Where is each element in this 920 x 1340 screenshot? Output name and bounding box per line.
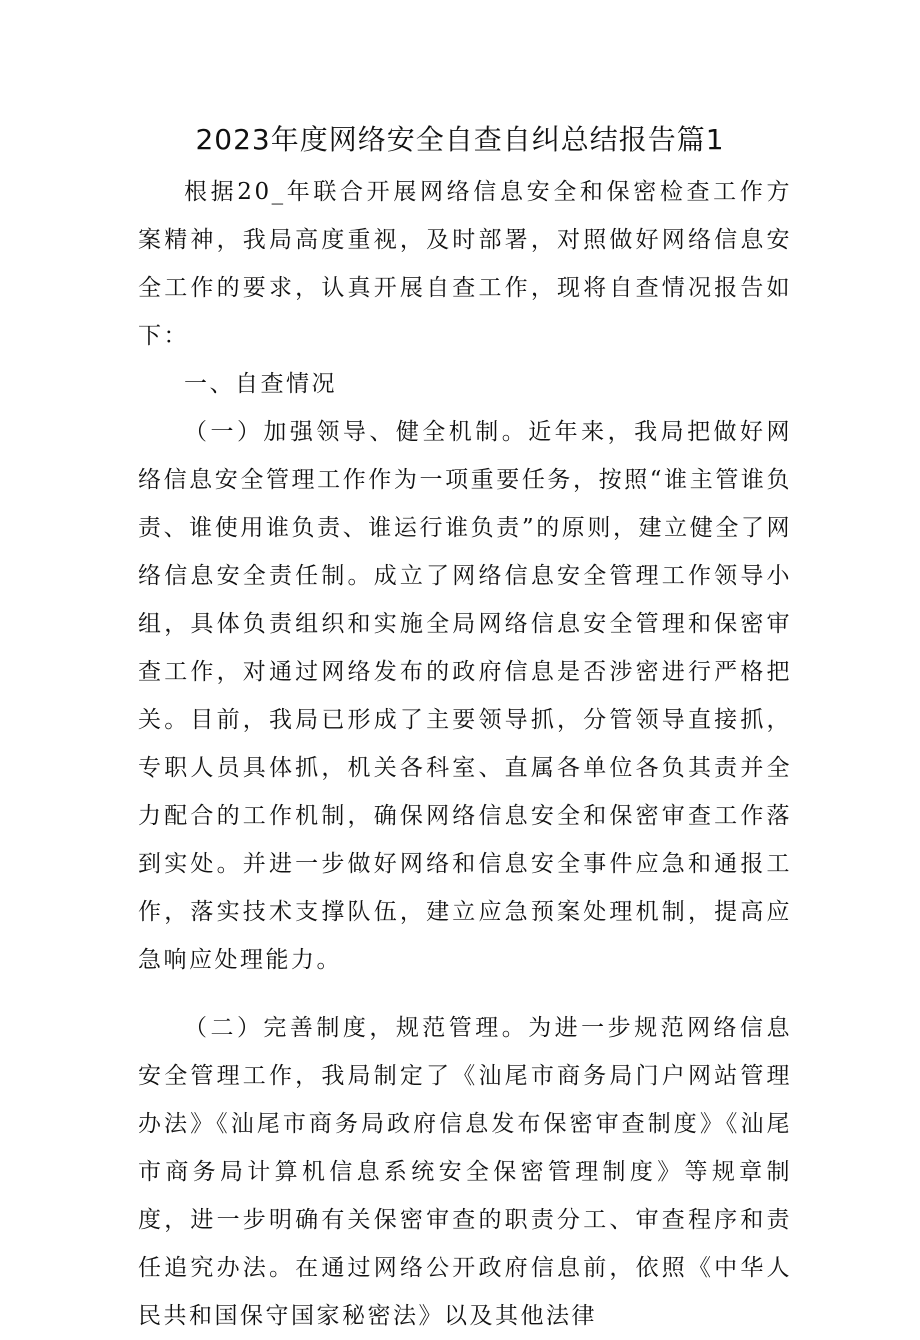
paragraph-intro: 根据20_年联合开展网络信息安全和保密检查工作方案精神，我局高度重视，及时部署，对照做好网络信息安全工作的要求，认真开展自查工作，现将自查情况报告如下： <box>138 179 792 349</box>
section-heading-self-check: 一、自查情况 <box>184 371 337 397</box>
paragraph-leadership: （一）加强领导、健全机制。近年来，我局把做好网络信息安全管理工作作为一项重要任务，按照“谁主管谁负责、谁使用谁负责、谁运行谁负责”的原则，建立健全了网络信息安全责任制。成立了网络信息安全管理工作领导小组，具体负责组织和实施全局网络信息安全管理和保密审查工作，对通过网络发布的政府信息是否涉密进行严格把关。目前，我局已形成了主要领导抓，分管领导直接抓，专职人员具体抓，机关各科室、直属各单位各负其责并全力配合的工作机制，确保网络信息安全和保密审查工作落到实处。并进一步做好网络和信息安全事件应急和通报工作，落实技术支撑队伍，建立应急预案处理机制，提高应急响应处理能力。 <box>138 419 792 973</box>
paragraph-regulations: （二）完善制度，规范管理。为进一步规范网络信息安全管理工作，我局制定了《汕尾市商务局门户网站管理办法》《汕尾市商务局政府信息发布保密审查制度》《汕尾市商务局计算机信息系统安全保密管理制度》等规章制度，进一步明确有关保密审查的职责分工、审查程序和责任追究办法。在通过网络公开政府信息前，依照《中华人民共和国保守国家秘密法》以及其他法律 <box>138 1015 792 1329</box>
document-body <box>138 168 792 1340</box>
document-title: 2023年度网络安全自查自纠总结报告篇1 <box>195 123 725 156</box>
